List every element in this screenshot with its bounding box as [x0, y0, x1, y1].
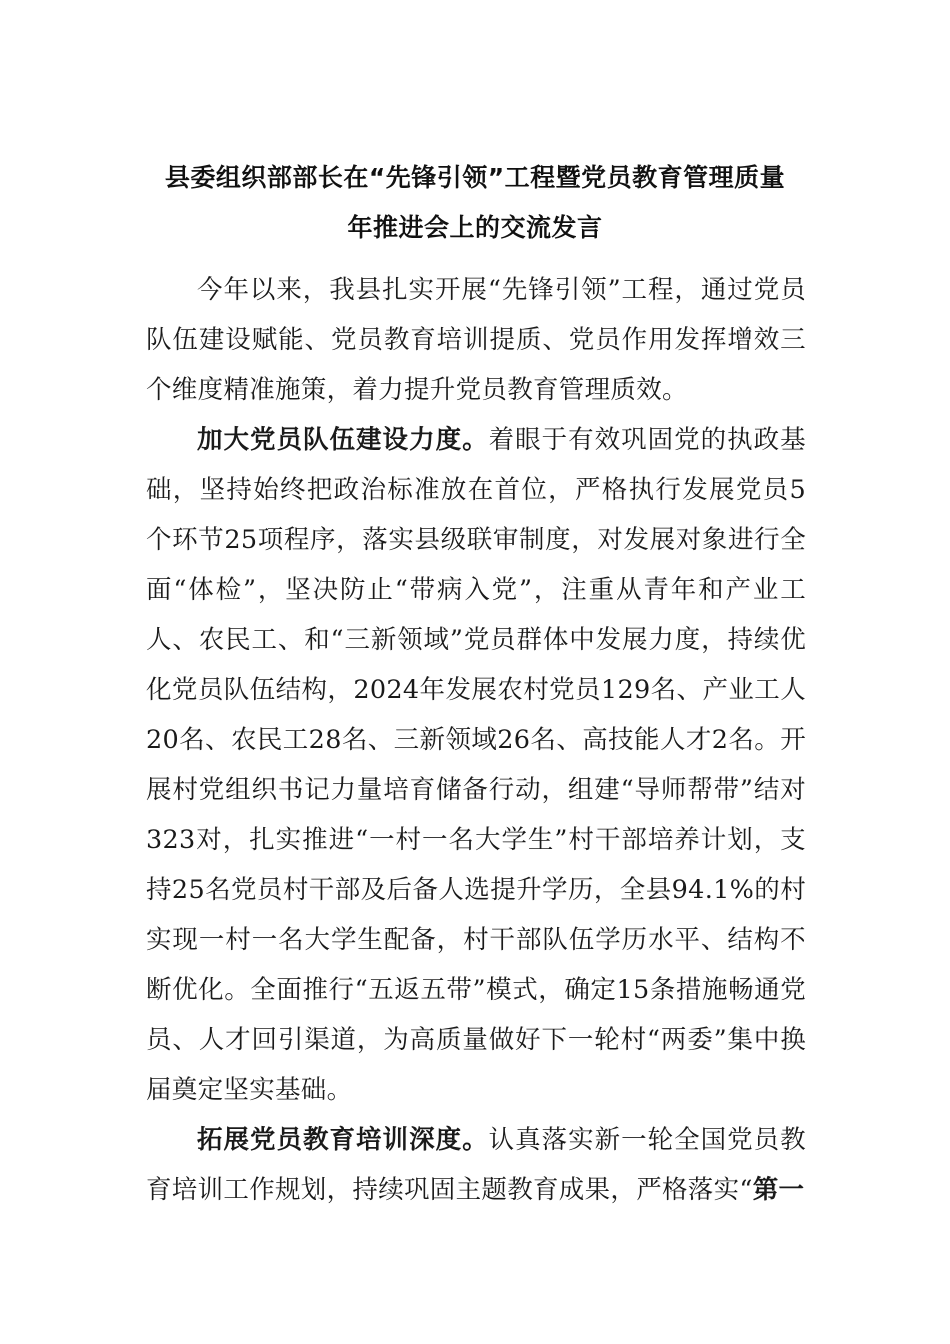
- paragraph-training: [146, 1115, 806, 1215]
- paragraph-team-building: [146, 415, 806, 1115]
- paragraph-intro-text: 今年以来，我县扎实开展“先锋引领”工程，通过党员队伍建设赋能、党员教育培训提质、党员作用发挥增效三个维度精准施策，着力提升党员教育管理质效。: [146, 275, 806, 405]
- document-title-line-1: 县委组织部部长在“先锋引领”工程暨党员教育管理质量: [164, 163, 786, 192]
- paragraph-team-building-text: 着眼于有效巩固党的执政基础，坚持始终把政治标准放在首位，严格执行发展党员5个环节25项程序，落实县级联审制度，对发展对象进行全面“体检”，坚决防止“带病入党”，注重从青年和产业工人、农民工、和“三新领域”党员群体中发展力度，持续优化党员队伍结构，2024年发展农村党员129名、产业工人20名、农民工28名、三新领域26名、高技能人才2名。开展村党组织书记力量培育储备行动，组建“导师帮带”结对323对，扎实推进“一村一名大学生”村干部培养计划，支持25名党员村干部及后备人选提升学历，全县94.1%的村实现一村一名大学生配备，村干部队伍学历水平、结构不断优化。全面推行“五返五带”模式，确定15条措施畅通党员、人才回引渠道，为高质量做好下一轮村“两委”集中换届奠定坚实基础。: [146, 425, 806, 1105]
- document-body: [146, 265, 806, 1215]
- paragraph-team-building-heading: 加大党员队伍建设力度。: [197, 425, 489, 455]
- paragraph-training-text: 认真落实新一轮全国党员教育培训工作规划，持续巩固主题教育成果，严格落实“: [146, 1125, 806, 1205]
- paragraph-training-heading: 拓展党员教育培训深度。: [197, 1125, 489, 1155]
- paragraph-training-tail: 第一: [752, 1175, 805, 1205]
- document-title-line-2: 年推进会上的交流发言: [347, 213, 603, 242]
- paragraph-intro: [146, 265, 806, 415]
